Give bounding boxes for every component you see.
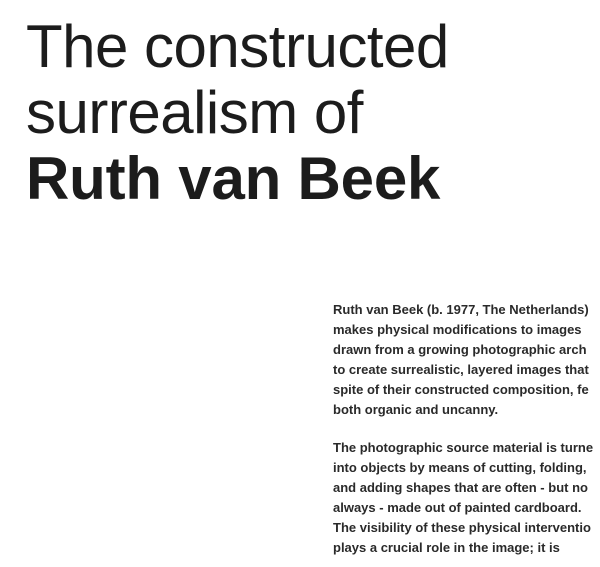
paragraph-2 [333, 438, 600, 558]
paragraph-2-line: and adding shapes that are often - but no [333, 480, 588, 495]
paragraph-1 [333, 300, 600, 420]
paragraph-2-line: into objects by means of cutting, folding, [333, 460, 587, 475]
title-line-3-artist-name: Ruth van Beek [26, 145, 441, 212]
paragraph-1-line: to create surrealistic, layered images that [333, 362, 589, 377]
title-line-2: surrealism of [26, 79, 363, 146]
paragraph-1-line: makes physical modifications to images [333, 322, 582, 337]
paragraph-1-line: drawn from a growing photographic arch [333, 342, 587, 357]
paragraph-2-line: plays a crucial role in the image; it is [333, 540, 560, 555]
title-line-1: The constructed [26, 13, 449, 80]
article-body [333, 300, 600, 567]
paragraph-2-line: The visibility of these physical interventio [333, 520, 591, 535]
paragraph-1-line: Ruth van Beek (b. 1977, The Netherlands) [333, 302, 589, 317]
paragraph-1-line: both organic and uncanny. [333, 402, 499, 417]
paragraph-2-line: The photographic source material is turne [333, 440, 594, 455]
article-title [26, 14, 449, 212]
paragraph-2-line: always - made out of painted cardboard. [333, 500, 582, 515]
paragraph-1-line: spite of their constructed composition, fe [333, 382, 589, 397]
